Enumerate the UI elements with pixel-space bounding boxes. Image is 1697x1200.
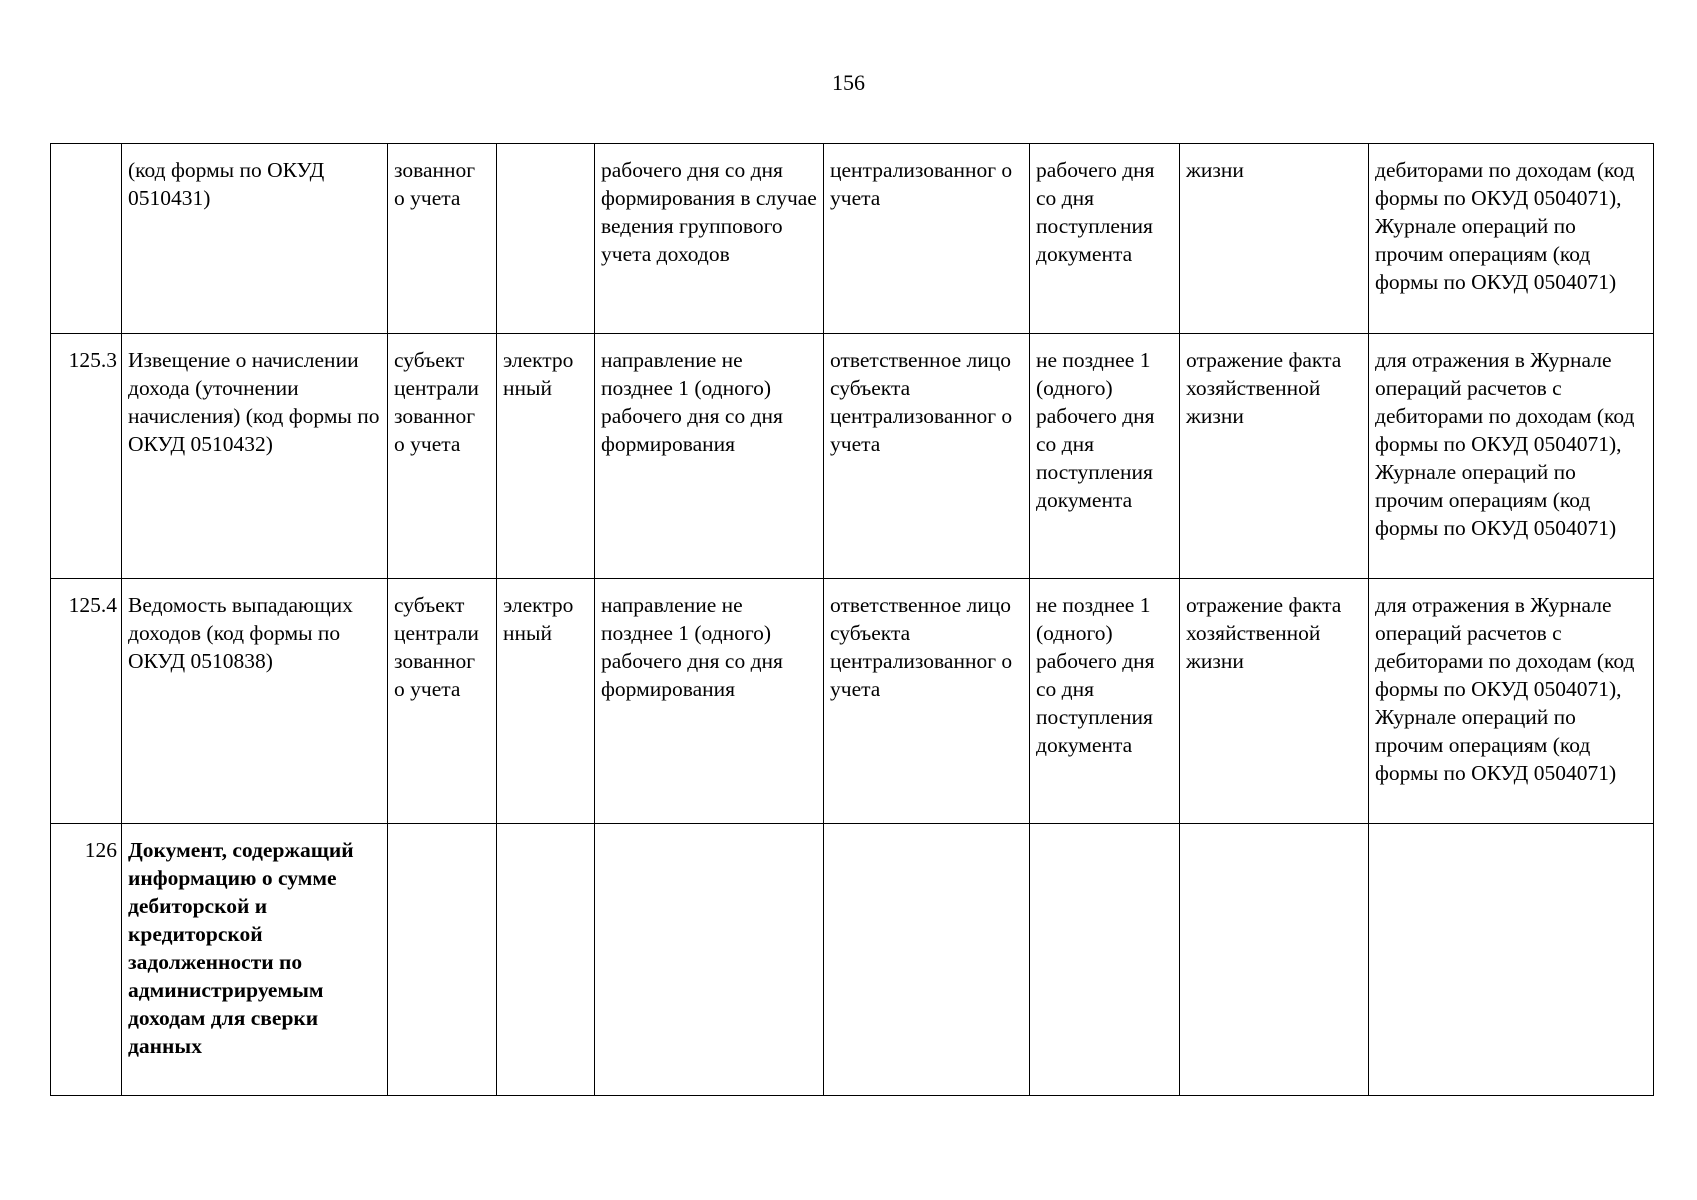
format-cell [497, 144, 595, 334]
document-name-cell: Ведомость выпадающих доходов (код формы по ОКУД 0510838) [122, 579, 388, 824]
table-row [51, 579, 1654, 824]
registration-cell: для отражения в Журнале операций расчетов с дебиторами по доходам (код формы по ОКУД 0504071), Журнале операций по прочим операциям (код формы по ОКУД 0504071) [1369, 579, 1654, 824]
processing-term-cell: рабочего дня со дня поступления документа [1030, 144, 1180, 334]
processing-term-cell [1030, 824, 1180, 1096]
document-name-cell: Документ, содержащий информацию о сумме дебиторской и кредиторской задолженности по администрируемым доходам для сверки данных [122, 824, 388, 1096]
table-row [51, 824, 1654, 1096]
page-number: 156 [832, 70, 865, 95]
document-name-cell: (код формы по ОКУД 0510431) [122, 144, 388, 334]
registration-cell: для отражения в Журнале операций расчетов с дебиторами по доходам (код формы по ОКУД 0504071), Журнале операций по прочим операциям (код формы по ОКУД 0504071) [1369, 334, 1654, 579]
document-table [50, 143, 1654, 1096]
purpose-cell: отражение факта хозяйственной жизни [1180, 334, 1369, 579]
purpose-cell: жизни [1180, 144, 1369, 334]
submission-term-cell: направление не позднее 1 (одного) рабочего дня со дня формирования [595, 334, 824, 579]
processing-term-cell: не позднее 1 (одного) рабочего дня со дня поступления документа [1030, 334, 1180, 579]
row-number: 125.3 [51, 334, 122, 579]
responsible-entity-cell: субъект централи зованног о учета [388, 334, 497, 579]
row-number [51, 144, 122, 334]
registration-cell [1369, 824, 1654, 1096]
responsible-entity-cell: зованног о учета [388, 144, 497, 334]
purpose-cell [1180, 824, 1369, 1096]
format-cell: электро нный [497, 579, 595, 824]
submission-term-cell [595, 824, 824, 1096]
registration-cell: дебиторами по доходам (код формы по ОКУД 0504071), Журнале операций по прочим операциям (код формы по ОКУД 0504071) [1369, 144, 1654, 334]
row-number: 125.4 [51, 579, 122, 824]
recipient-cell: ответственное лицо субъекта централизованног о учета [824, 334, 1030, 579]
responsible-entity-cell: субъект централи зованног о учета [388, 579, 497, 824]
recipient-cell: ответственное лицо субъекта централизованног о учета [824, 579, 1030, 824]
table-row [51, 334, 1654, 579]
format-cell [497, 824, 595, 1096]
recipient-cell: централизованног о учета [824, 144, 1030, 334]
table-row [51, 144, 1654, 334]
row-number: 126 [51, 824, 122, 1096]
recipient-cell [824, 824, 1030, 1096]
responsible-entity-cell [388, 824, 497, 1096]
submission-term-cell: направление не позднее 1 (одного) рабочего дня со дня формирования [595, 579, 824, 824]
submission-term-cell: рабочего дня со дня формирования в случае ведения группового учета доходов [595, 144, 824, 334]
purpose-cell: отражение факта хозяйственной жизни [1180, 579, 1369, 824]
processing-term-cell: не позднее 1 (одного) рабочего дня со дня поступления документа [1030, 579, 1180, 824]
document-name-cell: Извещение о начислении дохода (уточнении начисления) (код формы по ОКУД 0510432) [122, 334, 388, 579]
format-cell: электро нный [497, 334, 595, 579]
